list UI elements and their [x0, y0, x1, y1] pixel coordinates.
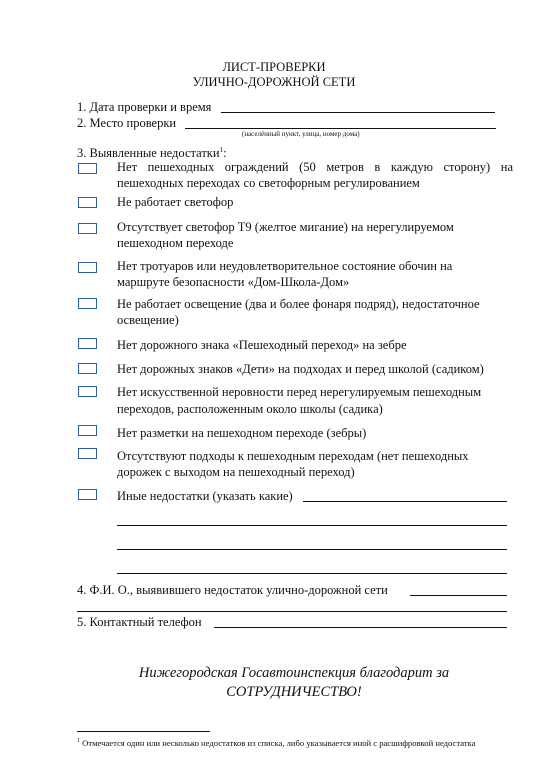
checkbox-lighting[interactable] — [78, 298, 97, 309]
item-no-fences-line1: Нет пешеходных ограждений (50 метров в каждую сторону) на — [117, 160, 513, 174]
other-field-line3[interactable] — [117, 549, 507, 550]
other-field-line4[interactable] — [117, 573, 507, 574]
phone-label: 5. Контактный телефон — [77, 615, 202, 629]
checkbox-speed-bump[interactable] — [78, 386, 97, 397]
item-approaches-line2: дорожек с выходом на пешеходный переход) — [117, 465, 355, 479]
phone-field[interactable] — [214, 627, 507, 628]
item-children-signs: Нет дорожных знаков «Дети» на подходах и перед школой (садиком) — [117, 362, 484, 376]
other-field-line1[interactable] — [303, 501, 507, 502]
footnote-mark: 1 — [219, 145, 224, 154]
page-subtitle: УЛИЧНО-ДОРОЖНОЙ СЕТИ — [192, 75, 356, 89]
footnote-separator — [77, 731, 210, 732]
item-no-sidewalks-line1: Нет тротуаров или неудовлетворительное состояние обочин на — [117, 259, 453, 273]
place-hint: (населённый пункт, улица, номер дома) — [242, 130, 360, 138]
place-label: 2. Место проверки — [77, 116, 177, 130]
footnote-text: Отмечается один или несколько недостатков из списка, либо указывается иной с расшифровкой недостатка — [82, 737, 476, 748]
item-no-fences-line2: пешеходных переходах со светофорным регулированием — [117, 176, 420, 190]
fio-label: 4. Ф.И. О., выявившего недостаток улично-дорожной сети — [77, 583, 388, 597]
date-label: 1. Дата проверки и время — [77, 100, 212, 114]
item-no-t9-line1: Отсутствует светофор Т9 (желтое мигание) на нерегулируемом — [117, 220, 454, 234]
item-crossing-sign: Нет дорожного знака «Пешеходный переход» на зебре — [117, 338, 407, 352]
place-field[interactable] — [185, 128, 496, 129]
item-lighting-line1: Не работает освещение (два и более фонаря подряд), недостаточное — [117, 297, 480, 311]
thanks-line1: Нижегородская Госавтоинспекция благодарит за — [138, 665, 450, 681]
checkbox-children-signs[interactable] — [78, 363, 97, 374]
item-approaches-line1: Отсутствуют подходы к пешеходным переходам (нет пешеходных — [117, 449, 469, 463]
item-no-t9-line2: пешеходном переходе — [117, 236, 234, 250]
date-field[interactable] — [221, 112, 495, 113]
footnote-mark-bottom: 1 — [77, 738, 80, 744]
item-lighting-line2: освещение) — [117, 313, 179, 327]
footnote — [77, 736, 475, 749]
item-speed-bump-line1: Нет искусственной неровности перед нерегулируемым пешеходным — [117, 385, 482, 399]
fio-field[interactable] — [410, 595, 507, 596]
item-other: Иные недостатки (указать какие) — [117, 489, 293, 503]
item-traffic-light: Не работает светофор — [117, 195, 234, 209]
checkbox-crossing-sign[interactable] — [78, 338, 97, 349]
item-zebra-marking: Нет разметки на пешеходном переходе (зебры) — [117, 426, 367, 440]
defects-label: 3. Выявленные недостатки$^1$: — [77, 145, 227, 160]
item-speed-bump-line2: переходов, расположенным около школы (садика) — [117, 402, 383, 416]
checkbox-no-t9[interactable] — [78, 223, 97, 234]
item-no-sidewalks-line2: маршруте безопасности «Дом-Школа-Дом» — [117, 275, 350, 289]
thanks-line2: СОТРУДНИЧЕСТВО! — [226, 684, 362, 700]
checkbox-traffic-light[interactable] — [78, 197, 97, 208]
checkbox-approaches[interactable] — [78, 448, 97, 459]
page-title: ЛИСТ-ПРОВЕРКИ — [222, 60, 326, 74]
checkbox-other[interactable] — [78, 489, 97, 500]
fio-field-line2[interactable] — [77, 611, 507, 612]
checkbox-zebra-marking[interactable] — [78, 425, 97, 436]
checkbox-no-sidewalks[interactable] — [78, 262, 97, 273]
other-field-line2[interactable] — [117, 525, 507, 526]
checkbox-no-fences[interactable] — [78, 163, 97, 174]
